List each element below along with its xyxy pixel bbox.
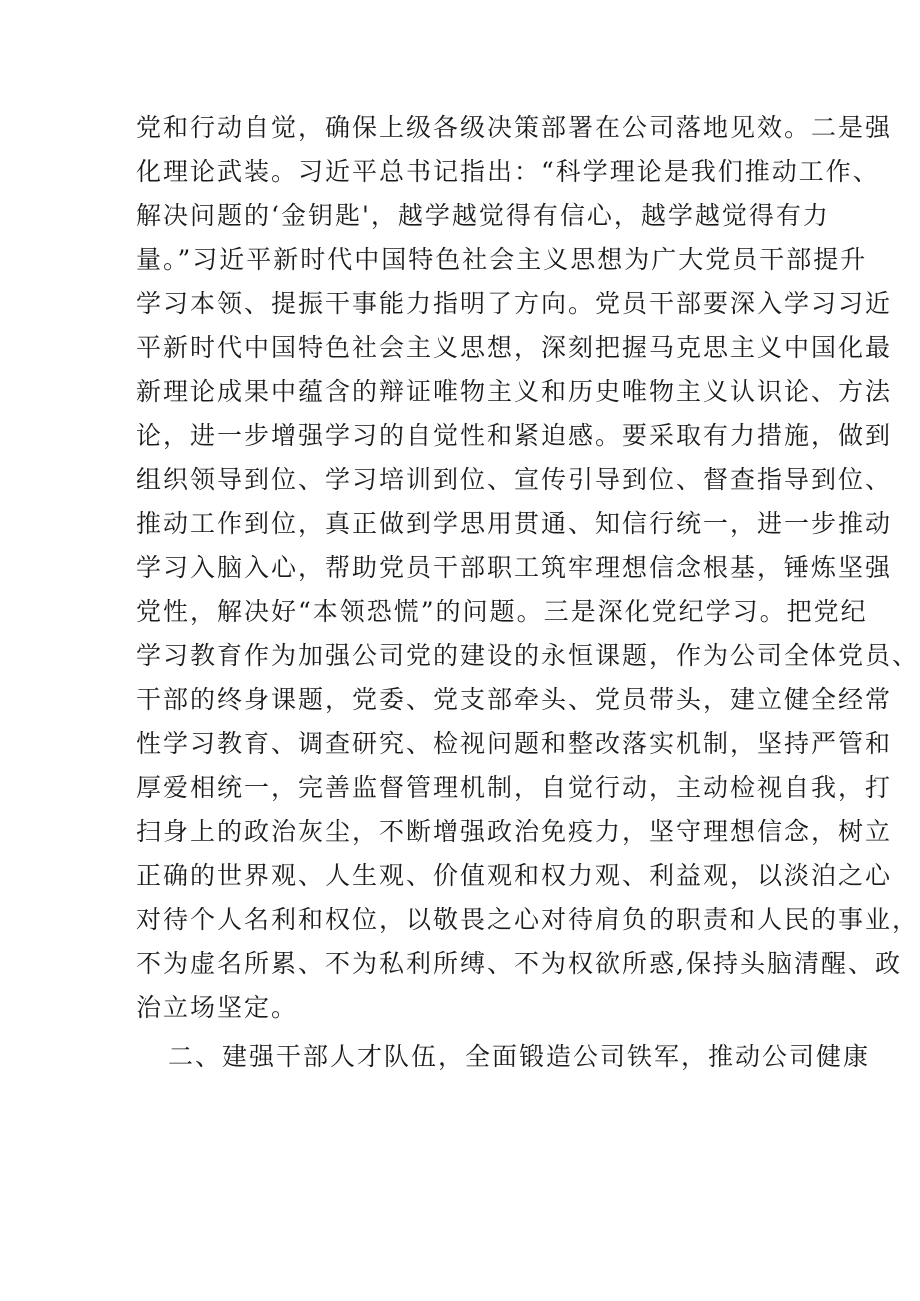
body-text-line: 论，进一步增强学习的自觉性和紧迫感。要采取有力措施，做到 [136, 421, 893, 450]
body-text-line: 组织领导到位、学习培训到位、宣传引导到位、督查指导到位、 [136, 465, 893, 494]
body-text-line: 量。”习近平新时代中国特色社会主义思想为广大党员干部提升 [136, 245, 868, 274]
body-text-line: 党和行动自觉，确保上级各级决策部署在公司落地见效。二是强 [136, 113, 893, 142]
body-text-line: 厚爱相统一，完善监督管理机制，自觉行动，主动检视自我，打 [136, 773, 893, 802]
body-text-line: 治立场坚定。 [136, 993, 299, 1022]
body-text-line: 学习入脑入心，帮助党员干部职工筑牢理想信念根基，锤炼坚强 [136, 553, 893, 582]
body-text-line: 扫身上的政治灰尘，不断增强政治免疫力，坚守理想信念，树立 [136, 817, 893, 846]
body-text-line: 学习教育作为加强公司党的建设的永恒课题，作为公司全体党员、 [136, 641, 920, 670]
body-text-line: 新理论成果中蕴含的辩证唯物主义和历史唯物主义认识论、方法 [136, 377, 893, 406]
body-text-line: 化理论武装。习近平总书记指出：“科学理论是我们推动工作、 [136, 157, 880, 186]
body-text-line: 学习本领、提振干事能力指明了方向。党员干部要深入学习习近 [136, 289, 893, 318]
body-text-line: 正确的世界观、人生观、价值观和权力观、利益观，以淡泊之心 [136, 861, 893, 890]
section-heading: 二、建强干部人才队伍，全面锻造公司铁军，推动公司健康 [168, 1042, 871, 1071]
body-text-line: 推动工作到位，真正做到学思用贯通、知信行统一，进一步推动 [136, 509, 893, 538]
body-text-line: 平新时代中国特色社会主义思想，深刻把握马克思主义中国化最 [136, 333, 893, 362]
body-text-line: 性学习教育、调查研究、检视问题和整改落实机制，坚持严管和 [136, 729, 893, 758]
body-text-line: 解决问题的‘金钥匙'，越学越觉得有信心，越学越觉得有力 [136, 201, 830, 230]
body-text-line: 不为虚名所累、不为私利所缚、不为权欲所惑,保持头脑清醒、政 [136, 949, 902, 978]
body-text-line: 干部的终身课题，党委、党支部牵头、党员带头，建立健全经常 [136, 685, 893, 714]
body-text-line: 对待个人名利和权位，以敬畏之心对待肩负的职责和人民的事业， [136, 905, 920, 934]
body-text-line: 党性，解决好“本领恐慌”的问题。三是深化党纪学习。把党纪 [136, 597, 868, 626]
